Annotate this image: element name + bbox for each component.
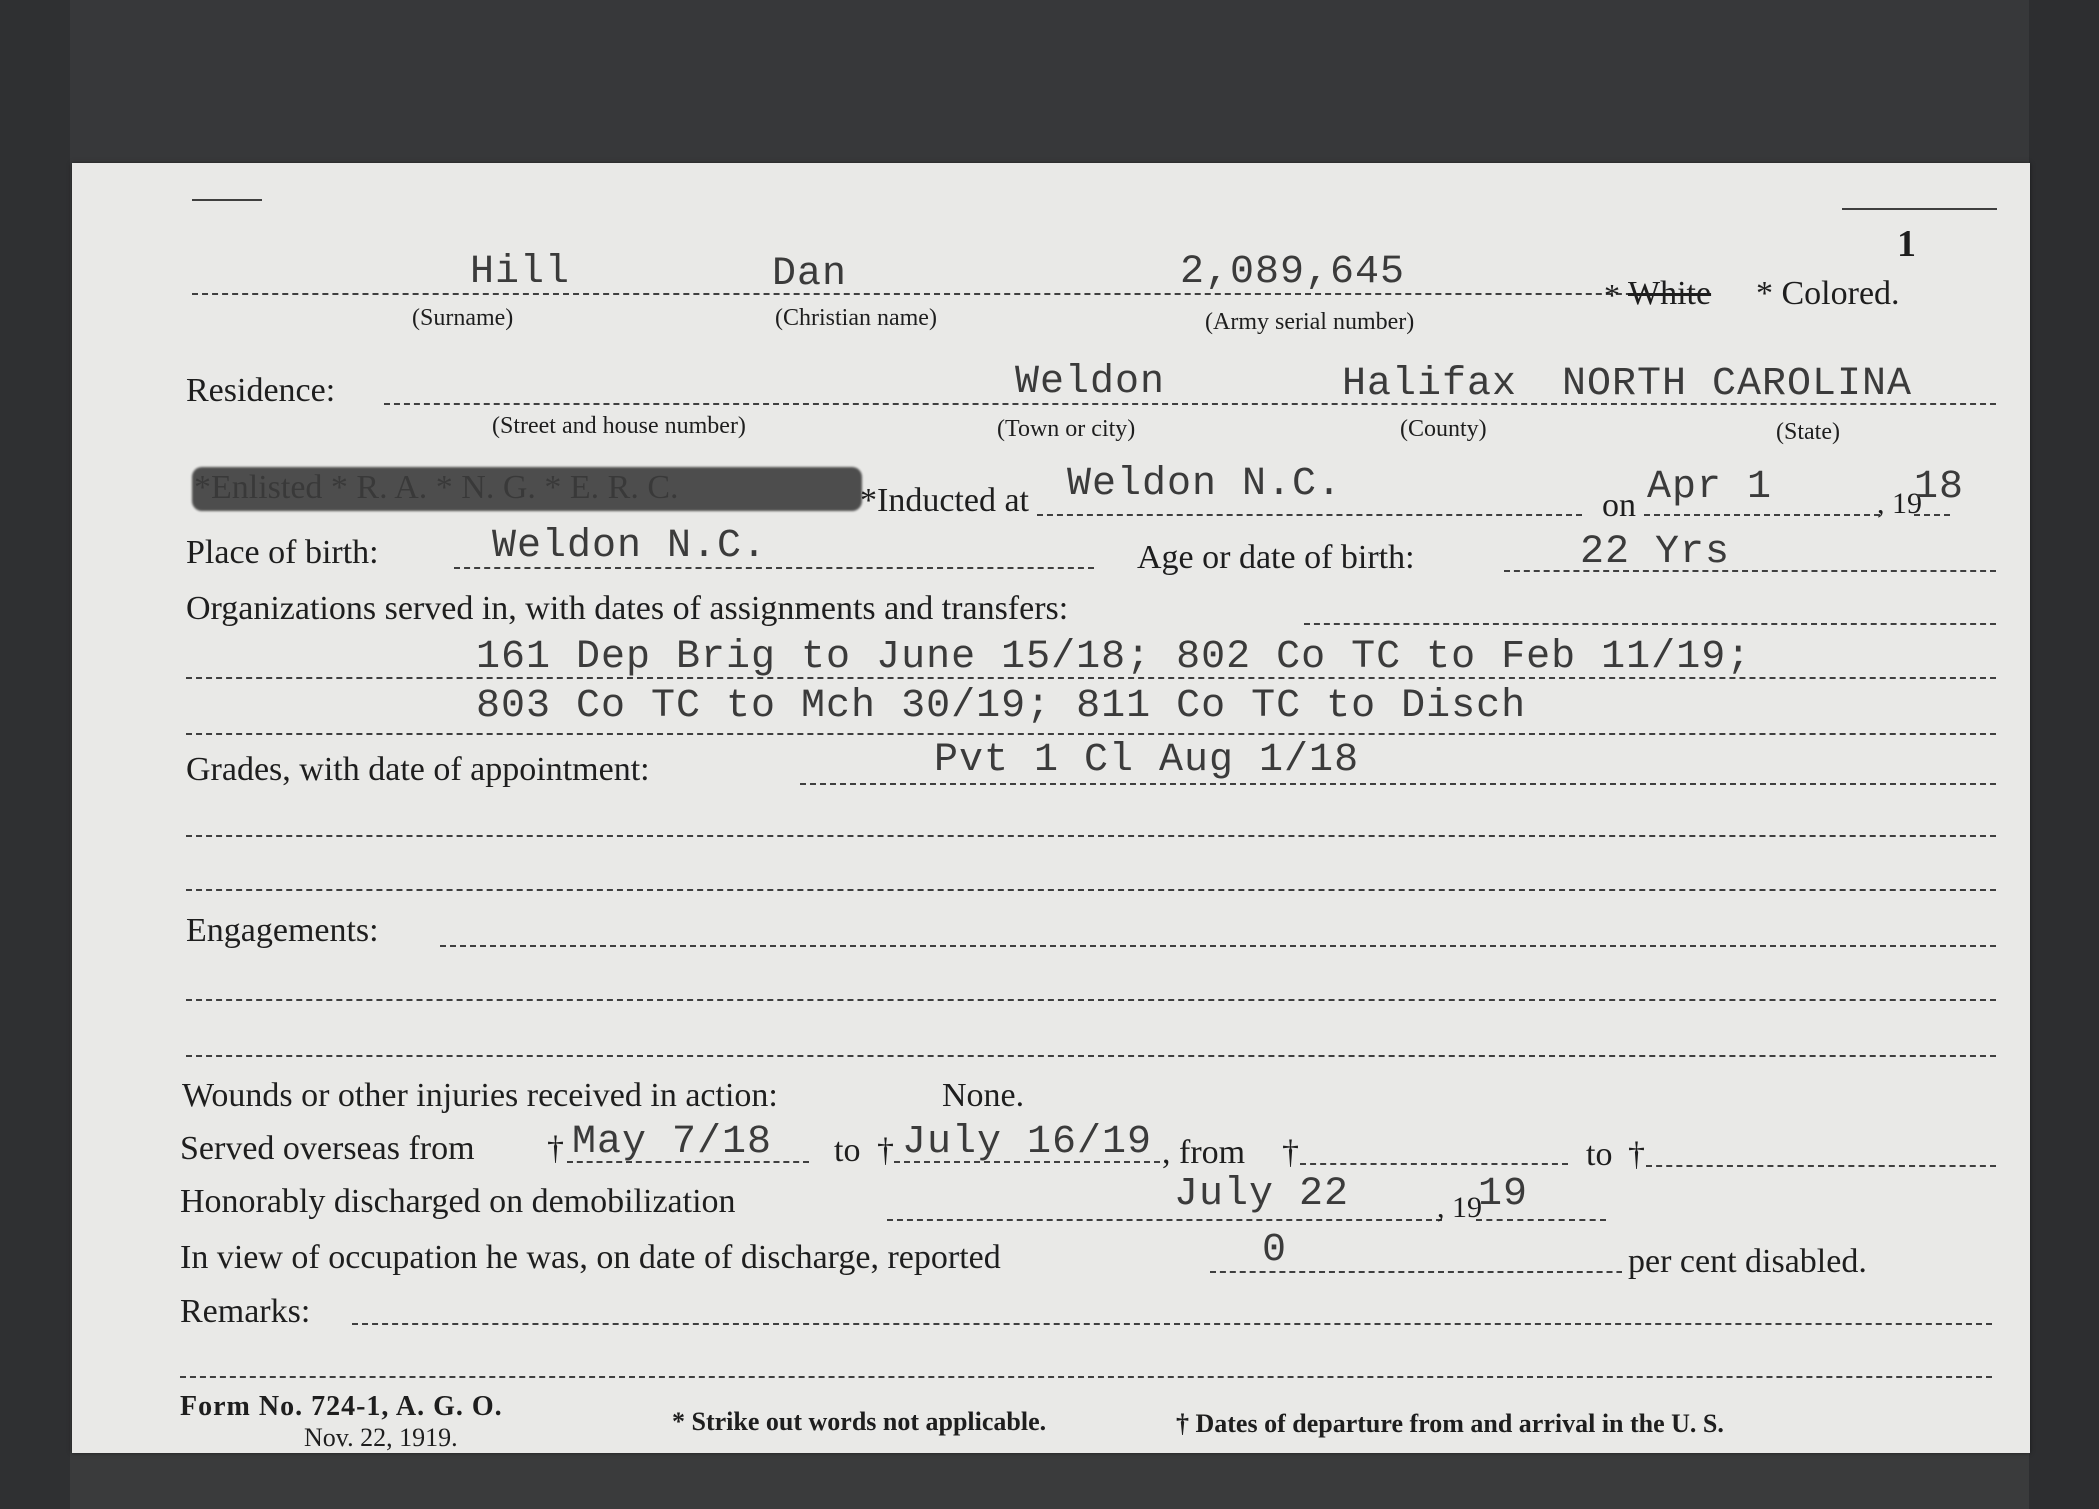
overseas-dagger-1: †	[547, 1130, 564, 1167]
serial-number-caption: (Army serial number)	[1205, 309, 1415, 335]
christian-name-value: Dan	[772, 252, 848, 297]
engagements-line-0	[440, 945, 1996, 947]
strike-note: * Strike out words not applicable.	[672, 1407, 1047, 1436]
race-asterisk: *	[1604, 277, 1620, 313]
grades-line-2	[186, 889, 1996, 891]
engagements-line-2	[186, 1055, 1996, 1057]
induction-year-line	[1914, 514, 1950, 516]
overseas-to-date: July 16/19	[902, 1120, 1153, 1165]
christian-name-caption: (Christian name)	[775, 305, 937, 331]
surname-caption: (Surname)	[412, 305, 514, 331]
disability-label: In view of occupation he was, on date of discharge, reported	[180, 1239, 1001, 1276]
organizations-line-0	[1304, 623, 1996, 625]
redaction-mark	[192, 467, 862, 511]
dagger-note: † Dates of departure from and arrival in the U. S.	[1176, 1409, 1724, 1438]
county-caption: (County)	[1400, 416, 1487, 442]
discharge-date: July 22	[1174, 1172, 1350, 1217]
induction-date-line	[1644, 514, 1880, 516]
grades-label: Grades, with date of appointment:	[186, 751, 650, 788]
overseas-to-label: to	[834, 1132, 861, 1169]
form-date: Nov. 22, 1919.	[304, 1423, 458, 1452]
residence-town: Weldon	[1015, 360, 1166, 405]
wounds-label: Wounds or other injuries received in action:	[182, 1077, 778, 1114]
disability-value: 0	[1262, 1228, 1288, 1273]
overseas-label: Served overseas from	[180, 1130, 475, 1167]
residence-label: Residence:	[186, 372, 336, 409]
organizations-label: Organizations served in, with dates of assignments and transfers:	[186, 590, 1069, 627]
age-label: Age or date of birth:	[1137, 539, 1415, 576]
discharge-date-line	[887, 1219, 1442, 1221]
induction-date: Apr 1	[1647, 465, 1773, 510]
place-of-birth-value: Weldon N.C.	[492, 524, 768, 569]
grades-line-0	[800, 783, 1996, 785]
state-caption: (State)	[1776, 419, 1840, 445]
overseas-dagger-2: †	[877, 1132, 894, 1169]
discharge-year-prefix: , 19	[1437, 1191, 1482, 1224]
organizations-entry-1: 161 Dep Brig to June 15/18; 802 Co TC to Feb 11/19;	[476, 635, 1752, 680]
form-number: Form No. 724-1, A. G. O.	[180, 1391, 503, 1422]
discharge-year: 19	[1478, 1172, 1529, 1217]
overseas-from-date: May 7/18	[572, 1120, 773, 1165]
overseas-dagger-4: †	[1628, 1136, 1645, 1173]
remarks-line-1	[352, 1323, 1992, 1325]
grades-value: Pvt 1 Cl Aug 1/18	[934, 738, 1360, 783]
corner-rule-right	[1842, 208, 1997, 210]
discharge-year-line	[1476, 1219, 1606, 1221]
induction-year: 18	[1914, 465, 1965, 510]
induction-year-prefix: , 19	[1877, 487, 1922, 520]
overseas-to2-line	[1646, 1165, 1996, 1167]
residence-county: Halifax	[1342, 362, 1518, 407]
background-right	[2029, 0, 2099, 1509]
discharge-label: Honorably discharged on demobilization	[180, 1183, 736, 1220]
serial-number-value: 2,089,645	[1180, 250, 1406, 295]
organizations-line-2	[186, 733, 1996, 735]
overseas-from2-line	[1300, 1163, 1568, 1165]
place-of-birth-label: Place of birth:	[186, 534, 379, 571]
engagements-label: Engagements:	[186, 912, 379, 949]
inducted-place-line	[1037, 514, 1582, 516]
disability-suffix: per cent disabled.	[1622, 1245, 1867, 1279]
corner-rule-left	[192, 199, 262, 201]
age-line	[1504, 570, 1996, 572]
street-caption: (Street and house number)	[492, 413, 746, 439]
service-record-card	[72, 163, 2030, 1453]
engagements-line-1	[186, 999, 1996, 1001]
surname-value: Hill	[470, 250, 571, 295]
town-caption: (Town or city)	[997, 416, 1136, 442]
overseas-from2-label: , from	[1162, 1134, 1246, 1171]
remarks-label: Remarks:	[180, 1293, 311, 1330]
inducted-place: Weldon N.C.	[1067, 462, 1343, 507]
residence-state: NORTH CAROLINA	[1562, 362, 1913, 407]
overseas-to2-label: to	[1586, 1136, 1613, 1173]
name-line	[192, 293, 1672, 295]
age-value: 22 Yrs	[1580, 530, 1731, 575]
organizations-entry-2: 803 Co TC to Mch 30/19; 811 Co TC to Disch	[476, 684, 1527, 729]
card-number: 1	[1897, 223, 1916, 265]
inducted-label: *Inducted at	[860, 482, 1029, 519]
race-colored: * Colored.	[1756, 275, 1900, 312]
race-white: White	[1628, 275, 1712, 312]
background-top	[0, 0, 2099, 160]
remarks-line-2	[180, 1376, 1992, 1378]
background-left	[0, 0, 70, 1509]
on-label: on	[1602, 487, 1636, 524]
overseas-dagger-3: †	[1282, 1134, 1299, 1171]
wounds-value: None.	[942, 1077, 1025, 1114]
grades-line-1	[186, 835, 1996, 837]
